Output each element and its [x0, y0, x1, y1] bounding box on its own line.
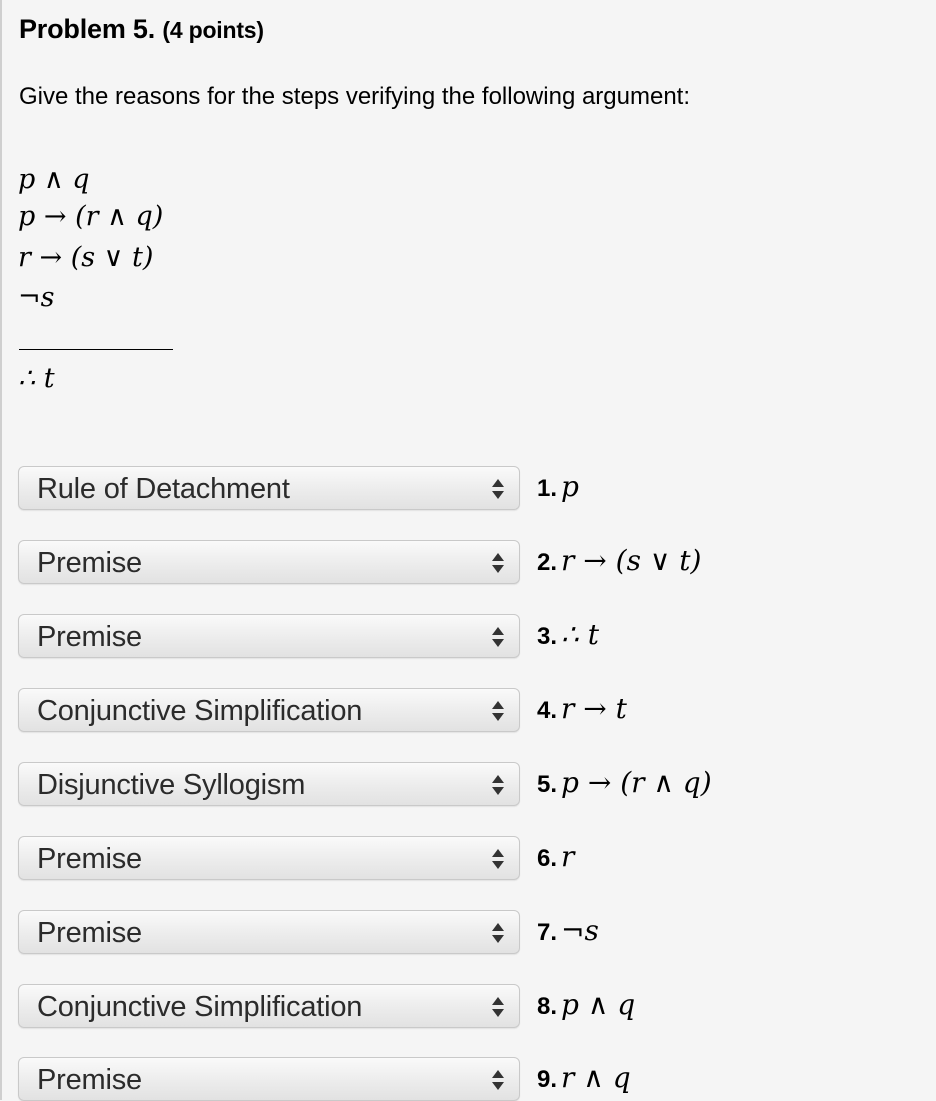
premise-1: p ∧ q — [18, 164, 90, 195]
step-row-1 — [18, 466, 918, 510]
reason-select-9[interactable] — [18, 1057, 520, 1101]
premise-2: p → (r ∧ q) — [18, 201, 164, 232]
step-number: 9. — [537, 1066, 558, 1093]
step-expression: p → (r ∧ q) — [561, 766, 712, 799]
step-number: 6. — [537, 845, 558, 872]
step-statement-3 — [537, 618, 599, 651]
reason-select-4[interactable] — [18, 688, 520, 732]
reason-select-value: Premise — [37, 843, 142, 875]
conclusion: ∴ t — [18, 363, 55, 394]
step-row-5 — [18, 762, 918, 806]
left-border — [0, 0, 2, 1100]
step-expression: p ∧ q — [561, 988, 636, 1021]
reason-select-value: Conjunctive Simplification — [37, 991, 363, 1023]
problem-title — [19, 14, 264, 45]
step-expression: r ∧ q — [561, 1061, 631, 1094]
step-statement-8 — [537, 988, 635, 1021]
step-statement-4 — [537, 692, 627, 725]
premise-4: ¬s — [18, 282, 55, 313]
problem-title-text: Problem 5. — [19, 14, 156, 44]
select-arrows-icon — [491, 551, 505, 575]
reason-select-value: Premise — [37, 917, 142, 949]
step-expression: r — [561, 840, 575, 873]
reason-select-value: Rule of Detachment — [37, 473, 290, 505]
select-arrows-icon — [491, 921, 505, 945]
conclusion-divider — [19, 349, 173, 350]
step-expression: ¬s — [561, 914, 599, 947]
reason-select-6[interactable] — [18, 836, 520, 880]
step-expression: p — [561, 470, 579, 503]
reason-select-value: Disjunctive Syllogism — [37, 769, 306, 801]
select-arrows-icon — [491, 847, 505, 871]
step-statement-2 — [537, 544, 701, 577]
step-row-7 — [18, 910, 918, 954]
select-arrows-icon — [491, 1068, 505, 1092]
step-row-6 — [18, 836, 918, 880]
step-number: 5. — [537, 771, 558, 798]
step-number: 2. — [537, 549, 558, 576]
step-number: 4. — [537, 697, 558, 724]
step-row-8 — [18, 984, 918, 1028]
reason-select-5[interactable] — [18, 762, 520, 806]
select-arrows-icon — [491, 995, 505, 1019]
step-statement-6 — [537, 840, 574, 873]
step-expression: r → t — [561, 692, 627, 725]
step-row-3 — [18, 614, 918, 658]
reason-select-value: Premise — [37, 1064, 142, 1096]
reason-select-3[interactable] — [18, 614, 520, 658]
select-arrows-icon — [491, 625, 505, 649]
reason-select-value: Premise — [37, 621, 142, 653]
step-row-4 — [18, 688, 918, 732]
reason-select-2[interactable] — [18, 540, 520, 584]
step-number: 8. — [537, 993, 558, 1020]
step-expression: ∴ t — [561, 618, 599, 651]
select-arrows-icon — [491, 773, 505, 797]
reason-select-value: Conjunctive Simplification — [37, 695, 363, 727]
reason-select-value: Premise — [37, 547, 142, 579]
step-expression: r → (s ∨ t) — [561, 544, 702, 577]
premise-3: r → (s ∨ t) — [18, 242, 154, 273]
reason-select-7[interactable] — [18, 910, 520, 954]
reason-select-8[interactable] — [18, 984, 520, 1028]
instructions: Give the reasons for the steps verifying the following argument: — [19, 83, 691, 110]
step-statement-1 — [537, 470, 579, 503]
reason-select-1[interactable] — [18, 466, 520, 510]
select-arrows-icon — [491, 477, 505, 501]
step-statement-9 — [537, 1061, 631, 1094]
step-number: 3. — [537, 623, 558, 650]
problem-points: (4 points) — [162, 17, 264, 43]
step-row-2 — [18, 540, 918, 584]
step-number: 1. — [537, 475, 558, 502]
step-statement-7 — [537, 914, 599, 947]
step-statement-5 — [537, 766, 712, 799]
step-row-9 — [18, 1057, 918, 1101]
select-arrows-icon — [491, 699, 505, 723]
step-number: 7. — [537, 919, 558, 946]
